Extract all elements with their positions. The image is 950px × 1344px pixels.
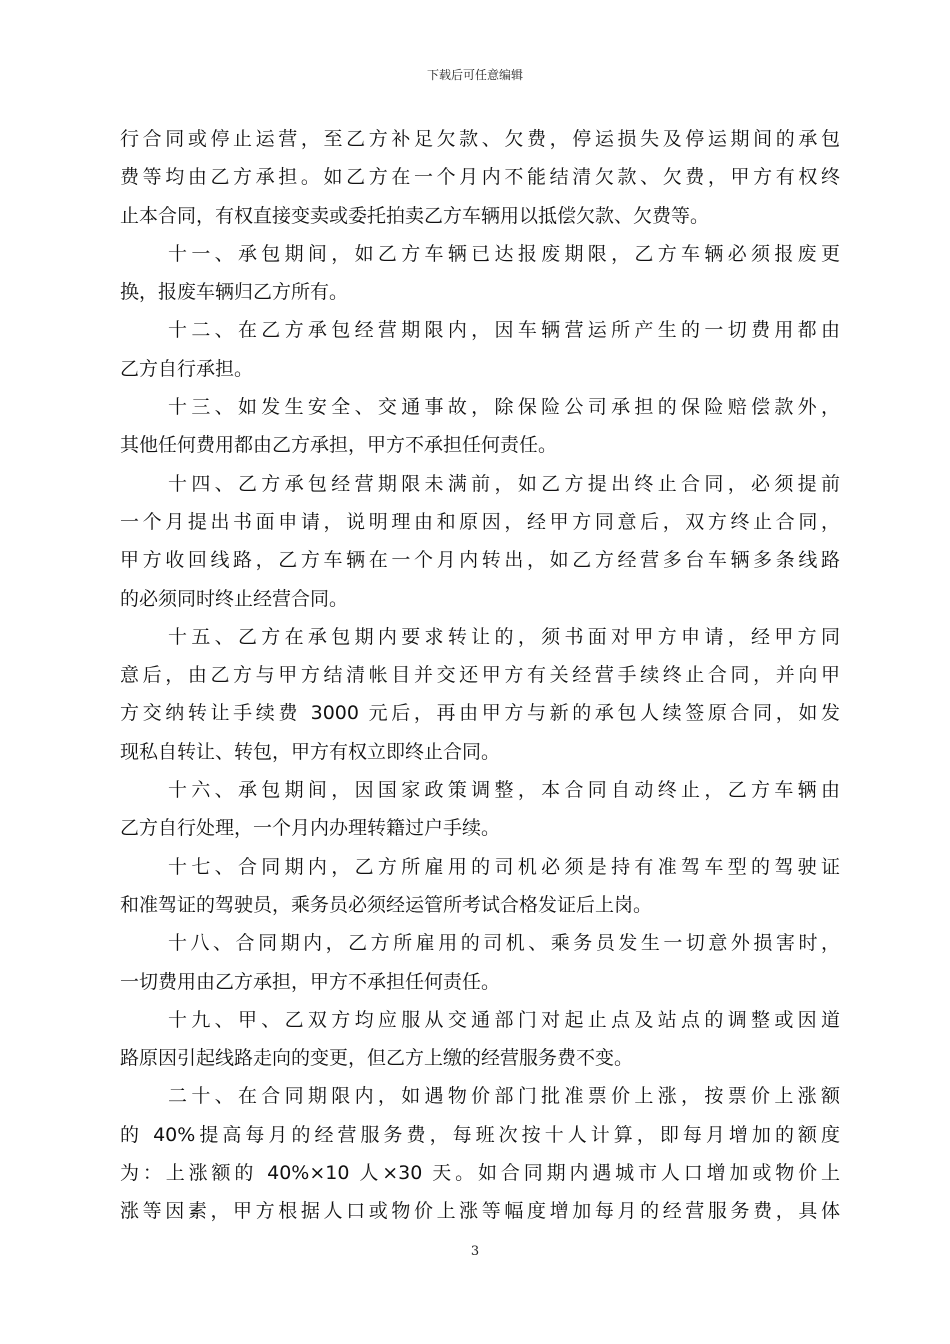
- text-line: 涨等因素，甲方根据人口或物价上涨等幅度增加每月的经营服务费，具体: [120, 1200, 840, 1223]
- clause-20-start: 二十、在合同期限内，如遇物价部门批准票价上涨，按票价上涨额: [168, 1085, 840, 1108]
- text-line: 路原因引起线路走向的变更，但乙方上缴的经营服务费不变。: [120, 1047, 634, 1070]
- text-line: 止本合同，有权直接变卖或委托拍卖乙方车辆用以抵偿欠款、欠费等。: [120, 204, 710, 227]
- clause-14-start: 十四、乙方承包经营期限未满前，如乙方提出终止合同，必须提前: [168, 472, 840, 495]
- text-line: 的必须同时终止经营合同。: [120, 587, 349, 610]
- page-number: 3: [470, 1244, 480, 1259]
- text-line: 意后，由乙方与甲方结清帐目并交还甲方有关经营手续终止合同，并向甲: [120, 664, 840, 687]
- clause-11-start: 十一、承包期间，如乙方车辆已达报废期限，乙方车辆必须报废更: [168, 242, 840, 265]
- text-line: 一切费用由乙方承担，甲方不承担任何责任。: [120, 970, 501, 993]
- text-line: 乙方自行处理，一个月内办理转籍过户手续。: [120, 817, 501, 840]
- clause-12-start: 十二、在乙方承包经营期限内，因车辆营运所产生的一切费用都由: [168, 319, 840, 342]
- text-line: 为：上涨额的 40%×10 人×30 天。如合同期内遇城市人口增加或物价上: [120, 1162, 840, 1185]
- clause-18-start: 十八、合同期内，乙方所雇用的司机、乘务员发生一切意外损害时，: [168, 932, 840, 955]
- clause-13-start: 十三、如发生安全、交通事故，除保险公司承担的保险赔偿款外，: [168, 396, 840, 419]
- text-line: 一个月提出书面申请，说明理由和原因，经甲方同意后，双方终止合同，: [120, 510, 840, 533]
- text-line: 其他任何费用都由乙方承担，甲方不承担任何责任。: [120, 434, 558, 457]
- document-body: [120, 120, 840, 1231]
- clause-19-start: 十九、甲、乙双方均应服从交通部门对起止点及站点的调整或因道: [168, 1008, 840, 1031]
- text-line: 费等均由乙方承担。如乙方在一个月内不能结清欠款、欠费，甲方有权终: [120, 166, 840, 189]
- clause-15-start: 十五、乙方在承包期内要求转让的，须书面对甲方申请，经甲方同: [168, 625, 840, 648]
- clause-16-start: 十六、承包期间，因国家政策调整，本合同自动终止，乙方车辆由: [168, 779, 840, 802]
- text-line: 现私自转让、转包，甲方有权立即终止合同。: [120, 740, 501, 763]
- text-line: 和准驾证的驾驶员，乘务员必须经运管所考试合格发证后上岗。: [120, 893, 653, 916]
- text-line: 甲方收回线路，乙方车辆在一个月内转出，如乙方经营多台车辆多条线路: [120, 549, 840, 572]
- text-line: 的 40%提高每月的经营服务费，每班次按十人计算，即每月增加的额度: [120, 1123, 840, 1146]
- text-line: 换，报废车辆归乙方所有。: [120, 281, 349, 304]
- text-line: 方交纳转让手续费 3000 元后，再由甲方与新的承包人续签原合同，如发: [120, 702, 840, 725]
- page-header: 下载后可任意编辑: [426, 68, 523, 82]
- text-line: 乙方自行承担。: [120, 357, 254, 380]
- text-line: 行合同或停止运营，至乙方补足欠款、欠费，停运损失及停运期间的承包: [120, 128, 840, 150]
- clause-17-start: 十七、合同期内，乙方所雇用的司机必须是持有准驾车型的驾驶证: [168, 855, 840, 878]
